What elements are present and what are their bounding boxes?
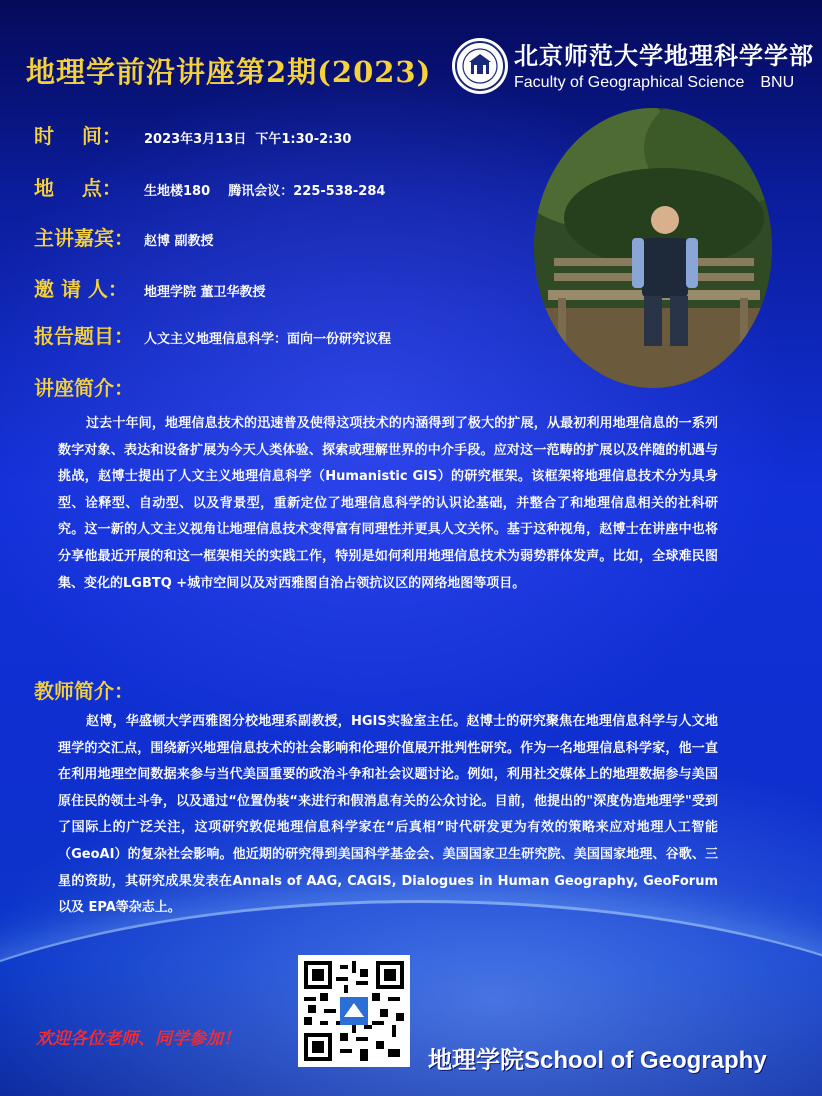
- university-abbreviation: BNU: [760, 74, 795, 91]
- lecture-series-title: 地理学前沿讲座第2期(2023): [26, 55, 432, 89]
- welcome-message: 欢迎各位老师、同学参加！: [36, 1029, 240, 1049]
- info-row-host: [34, 273, 266, 302]
- info-row-topic: [34, 320, 391, 349]
- teacher-intro-heading: 教师简介：: [34, 679, 134, 703]
- lecture-intro-text: 过去十年间，地理信息技术的迅速普及使得这项技术的内涵得到了极大的扩展，从最初利用地理信息的一系列数字对象、表达和设备扩展为今天人类体验、探索或理解世界的中介手段。应对这一范畴的扩展以及伴随的机遇与挑战，赵博士提出了人文主义地理信息科学（Humanistic GIS）的研究框架。该框架将地理信息技术分为具身型、诠释型、自动型、以及背景型，重新定位了地理信息科学的认识论基础，并整合了和地理信息相关的社科研究。这一新的人文主义视角让地理信息技术变得富有同理性并更具人文关怀。基于这种视角，赵博士在讲座中也将分享他最近开展的和这一框架相关的实践工作，特别是如何利用地理信息技术为弱势群体发声。比如，全球难民图集、变化的LGBTQ +城市空间以及对西雅图自治占领抗议区的网络地图等项目。: [58, 416, 718, 591]
- info-value: 赵博 副教授: [144, 234, 214, 249]
- faculty-name-english: Faculty of Geographical Science: [514, 74, 745, 91]
- info-label: 时 间：: [34, 124, 122, 148]
- info-value: 2023年3月13日 下午1:30-2:30: [144, 132, 352, 147]
- info-label: 邀 请 人：: [34, 277, 128, 301]
- info-label: 地 点：: [34, 176, 122, 200]
- bnu-emblem-icon: [452, 38, 508, 94]
- info-row-speaker: [34, 222, 214, 251]
- info-row-location: [34, 172, 385, 201]
- qr-code: [298, 955, 410, 1067]
- speaker-photo: [534, 108, 772, 388]
- school-name: 地理学院School of Geography: [428, 1047, 767, 1074]
- faculty-logo-english: [514, 74, 794, 92]
- teacher-intro-text: 赵博，华盛顿大学西雅图分校地理系副教授，HGIS实验室主任。赵博士的研究聚焦在地理信息科学与人文地理学的交汇点，围绕新兴地理信息技术的社会影响和伦理价值展开批判性研究。作为一名地理信息科学家，他一直在利用地理空间数据来参与当代美国重要的政治斗争和社会议题讨论。例如，利用社交媒体上的地理数据参与美国原住民的领土斗争，以及通过“位置伪装“来进行和假消息有关的公众讨论。目前，他提出的"深度伪造地理学"受到了国际上的广泛关注，这项研究敦促地理信息科学家在“后真相”时代研发更为有效的策略来应对地理人工智能（GeoAI）的复杂社会影响。他近期的研究得到美国科学基金会、美国国家卫生研究院、美国国家地理、谷歌、三星的资助，其研究成果发表在Annals of AAG, CAGIS, Dialogues in Human Geography, GeoForum 以及 EPA等杂志上。: [58, 714, 718, 916]
- info-value: 地理学院 董卫华教授: [144, 285, 266, 300]
- info-label: 报告题目：: [34, 324, 134, 348]
- info-value: 人文主义地理信息科学：面向一份研究议程: [144, 332, 392, 347]
- info-row-time: [34, 120, 351, 149]
- info-label: 主讲嘉宾：: [34, 226, 134, 250]
- info-value: 生地楼180 腾讯会议：225-538-284: [144, 184, 386, 199]
- lecture-intro-heading: 讲座简介：: [34, 376, 134, 400]
- faculty-logo-chinese: 北京师范大学地理科学学部: [514, 41, 814, 70]
